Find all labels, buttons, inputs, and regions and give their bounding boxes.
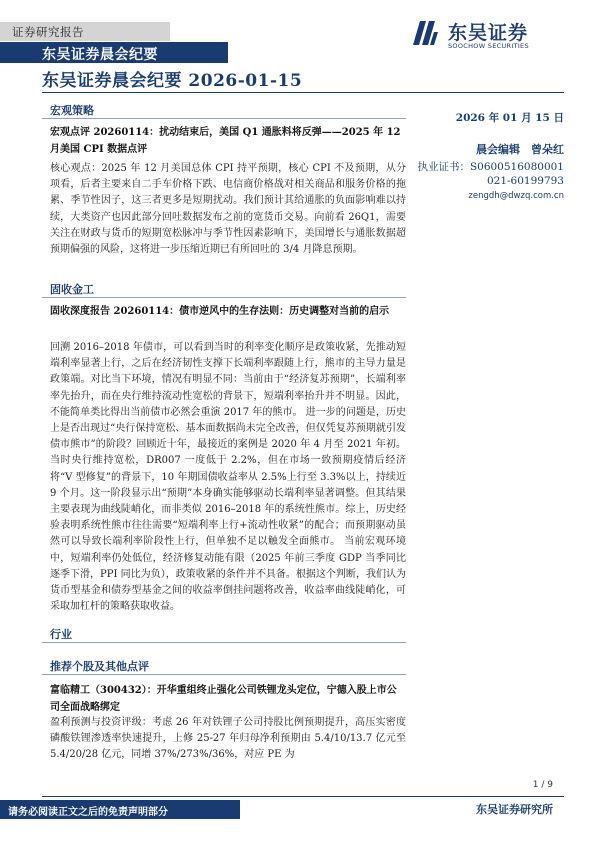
article-body-fixed-income: 回溯 2016–2018 年债市，可以看到当时的利率变化顺序是政策收紧，先推动短端利率显著上行，之后在经济韧性支撑下长端利率跟随上行，熊市的主导力量是政策端。对比当下环境，情况有明显不同：当前由于“经济复苏预期”，长端利率率先抬升，而在央行维持流动性宽松的背景下，短端利率抬升并不明显。因此，不能简单类比得出当前债市必然会重演 2017 年的熊市。 进一步的问题是，历史上是否出现过“央行保持宽松、基本面数据尚未完全改善，但仅凭复苏预期就引发债市熊市”的阶段？回顾近十年，最接近的案例是 2020 年 4 月至 2021 年初。当时央行维持宽松，DR007 一度低于 2.2%，但在市场一致预期疫情后经济将“V 型修复”的背景下，10 年期国债收益率从 2.5%上行至 3.3%以上，持续近 9 个月。这一阶段显示出“预期”本身确实能够驱动长端利率显著调整。但其结果主要表现为曲线陡峭化，而非类似 2016–2018 年的系统性熊市。综上，历史经验表明系统性熊市往往需要“短端利率上行+流动性收紧”的配合；而预期驱动虽然可以导致长端利率阶段性上行，但单独不足以触发全面熊市。 当前宏观环境中，短端利率仍处低位，经济修复动能有限（2025 年前三季度 GDP 当季同比逐季下滑，PPI 同比为负），政策收紧的条件并不具备。根据这个判断，我们认为货币型基金和债券型基金之间的收益率倒挂问题将改善，收益率曲线陡峭化，可采取加杠杆的策略获取收益。	[50, 342, 406, 613]
company-logo	[410, 18, 565, 52]
article-title-macro: 宏观点评 20260114：扰动结束后，美国 Q1 通胀料将反弹——2025 年 12 月美国 CPI 数据点评	[50, 127, 401, 155]
disclaimer-text: 请务必阅读正文之后的免责声明部分	[8, 807, 168, 818]
section-heading-stocks: 推荐个股及其他点评	[50, 660, 149, 673]
section-heading-fixed-income: 固收金工	[50, 283, 94, 296]
editor-phone: 021-60199793	[486, 175, 564, 187]
article-title-fixed-income: 固收深度报告 20260114：债市逆风中的生存法则：历史调整对当前的启示	[50, 306, 390, 317]
editor-email[interactable]: zengdh@dwzq.com.cn	[468, 191, 564, 201]
footer-divider	[42, 796, 564, 797]
disclaimer-banner	[0, 800, 240, 819]
editor-name: 晨会编辑 曾朵红	[476, 143, 564, 156]
section-divider-fixed-income	[42, 297, 406, 298]
section-divider-macro	[42, 118, 406, 119]
series-banner	[0, 42, 228, 63]
report-type-label: 证券研究报告	[12, 25, 84, 39]
article-body-macro: 核心观点：2025 年 12 月美国总体 CPI 持平预期，核心 CPI 不及预期，从分项看，后者主要来自二手车价格下跌、电信商价格战对相关商品和服务价格的拖累、季节性因子，这三者更多是短期扰动。我们预计其给通胀的负面影响难以持续，大类资产也因此部分回吐数据发布之前的宽货币交易。向前看 26Q1，需要关注在财政与货币的短期宽松脉冲与季节性因素影响下，美国增长与通胀数据超预期偏强的风险，这将进一步压缩近期已有所回吐的 3/4 月降息预期。	[50, 163, 406, 256]
editor-certificate: 执业证书：S0600516080001	[417, 161, 564, 173]
section-divider-industry	[42, 642, 406, 643]
report-type-tab	[0, 22, 170, 41]
institute-name: 东吴证券研究所	[476, 803, 553, 816]
section-heading-macro: 宏观策略	[50, 104, 94, 117]
section-divider-stocks	[42, 674, 406, 675]
article-title-stocks: 富临精工（300432）：开华重组终止强化公司铁锂龙头定位，宁德入股上市公司全面战略绑定	[50, 685, 397, 713]
title-divider	[42, 92, 564, 93]
section-heading-industry: 行业	[50, 628, 72, 641]
page-number: 1 / 9	[532, 780, 553, 790]
logo-text-cn: 东吴证券	[448, 22, 529, 44]
page-title: 东吴证券晨会纪要 2026-01-15	[42, 71, 303, 91]
article-body-stocks: 盈利预测与投资评级：考虑 26 年对铁锂子公司持股比例预期提升，高压实密度磷酸铁锂渗透率快速提升，上修 25-27 年归母净利预期由 5.4/10/13.7 亿元至 5.4/20/28 亿元，同增 37%/273%/36%，对应 PE 为	[50, 717, 406, 761]
logo-mark-icon	[410, 18, 440, 48]
report-date: 2026 年 01 月 15 日	[455, 112, 564, 124]
series-label: 东吴证券晨会纪要	[42, 47, 158, 63]
logo-text-en: SOOCHOW SECURITIES	[448, 42, 529, 50]
